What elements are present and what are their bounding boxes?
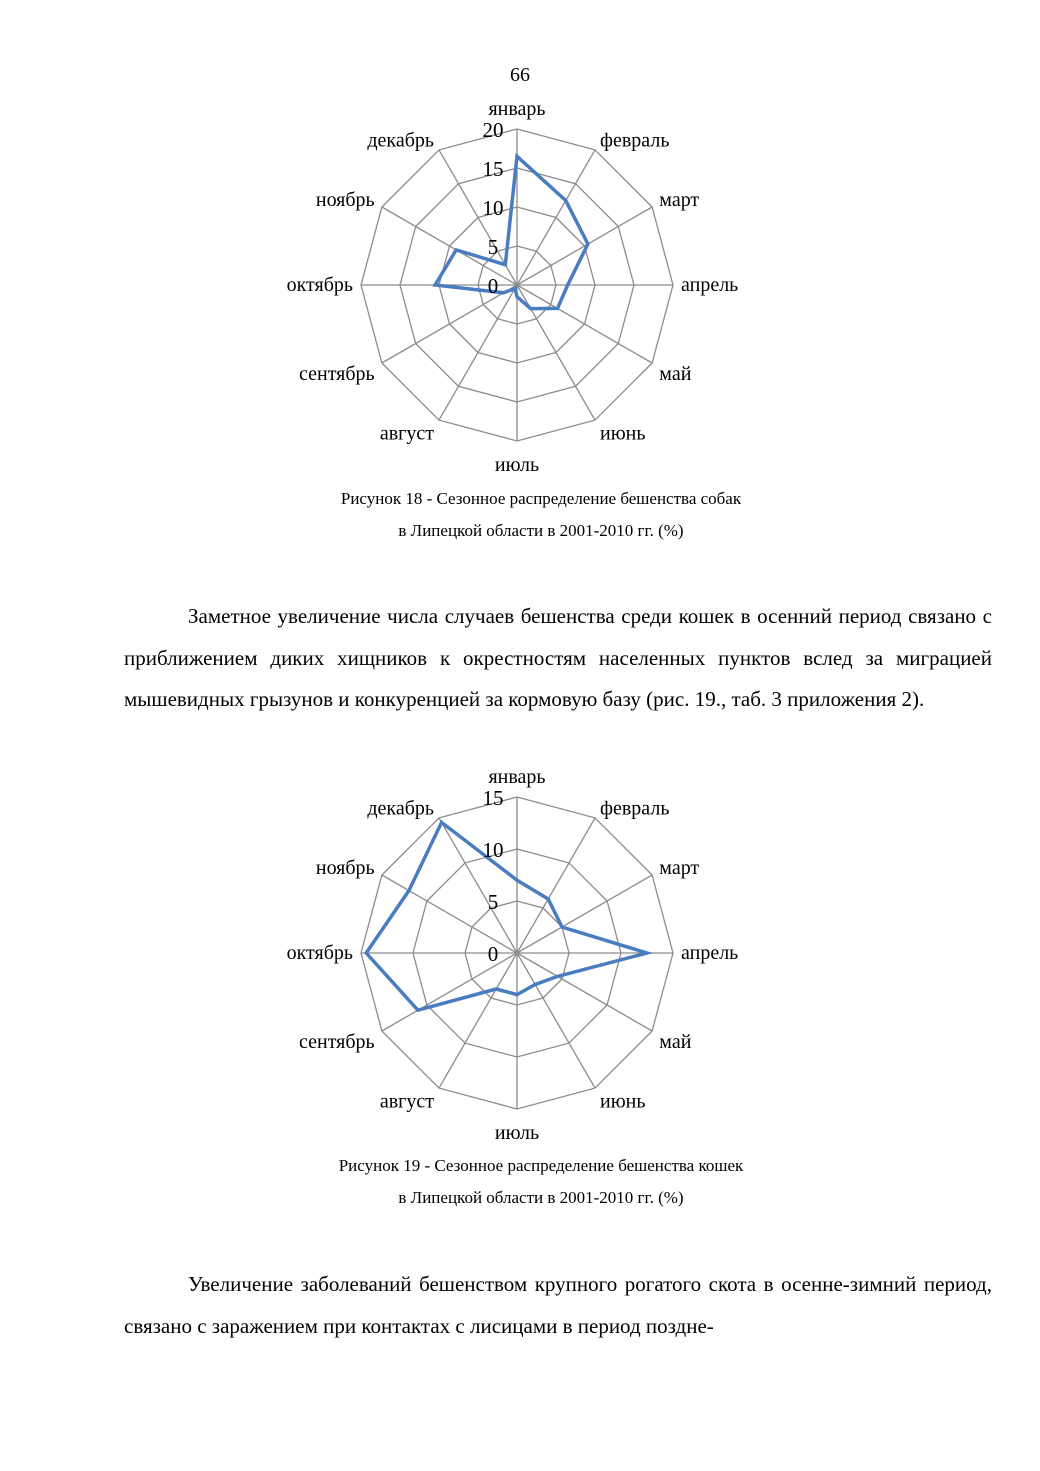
category-label: октябрь xyxy=(286,942,353,964)
page-number: 66 xyxy=(510,64,530,86)
radar-chart-dogs-svg xyxy=(0,98,1040,476)
tick-label: 0 xyxy=(487,942,499,966)
figure-18-caption-line2: в Липецкой области в 2001-2010 гг. (%) xyxy=(398,521,684,540)
body-paragraph-2 xyxy=(124,1264,992,1347)
category-label: апрель xyxy=(681,274,739,296)
category-label: ноябрь xyxy=(315,189,375,211)
category-label: апрель xyxy=(681,942,739,964)
category-label: май xyxy=(659,363,692,385)
category-label: август xyxy=(379,422,434,445)
series-line xyxy=(435,156,588,308)
category-label: март xyxy=(659,189,700,211)
category-label: январь xyxy=(488,98,546,120)
tick-label: 5 xyxy=(487,890,499,914)
tick-label: 10 xyxy=(482,196,504,220)
grid-spoke xyxy=(517,285,652,363)
category-label: июль xyxy=(494,454,540,476)
category-label: декабрь xyxy=(367,797,434,820)
figure-18-caption-line1: Рисунок 18 - Сезонное распределение бешенства собак xyxy=(340,489,742,508)
category-label: сентябрь xyxy=(299,363,375,385)
tick-label: 15 xyxy=(482,157,504,181)
figure-19-caption xyxy=(0,1150,1040,1214)
category-label: февраль xyxy=(600,129,670,152)
grid-spoke xyxy=(439,285,517,420)
grid-spoke xyxy=(439,953,517,1088)
category-label: октябрь xyxy=(286,274,353,296)
body-paragraph-1 xyxy=(124,596,992,721)
grid-spoke xyxy=(517,875,652,953)
radar-chart-dogs xyxy=(0,98,1040,476)
tick-label: 10 xyxy=(482,838,504,862)
category-label: март xyxy=(659,857,700,879)
category-label: сентябрь xyxy=(299,1031,375,1053)
paragraph-text: Заметное увеличение числа случаев бешенства среди кошек в осенний период связано с приближением диких хищников к окрестностям населенных пунктов вслед за миграцией мышевидных грызунов и конкуренцией за кормовую базу (рис. 19., таб. 3 приложения 2). xyxy=(124,604,992,711)
grid-spoke xyxy=(517,953,595,1088)
category-label: ноябрь xyxy=(315,857,375,879)
grid-spoke xyxy=(517,953,652,1031)
figure-19-caption-line1: Рисунок 19 - Сезонное распределение бешенства кошек xyxy=(338,1156,744,1175)
category-label: июль xyxy=(494,1122,540,1144)
category-label: декабрь xyxy=(367,129,434,152)
figure-19-caption-line2: в Липецкой области в 2001-2010 гг. (%) xyxy=(398,1188,684,1207)
series-line xyxy=(366,822,647,1010)
paragraph-text: Увеличение заболеваний бешенством крупного рогатого скота в осенне-зимний период, связано с заражением при контактах с лисицами в период поздне- xyxy=(124,1272,992,1338)
category-label: февраль xyxy=(600,797,670,820)
tick-label: 0 xyxy=(487,274,499,298)
category-label: июнь xyxy=(600,1090,646,1113)
tick-label: 5 xyxy=(487,235,499,259)
grid-spoke xyxy=(439,818,517,953)
category-label: май xyxy=(659,1031,692,1053)
tick-label: 15 xyxy=(482,786,504,810)
category-label: июнь xyxy=(600,422,646,445)
grid-spoke xyxy=(517,207,652,285)
category-label: январь xyxy=(488,766,546,788)
figure-18-caption xyxy=(0,483,1040,547)
category-label: август xyxy=(379,1090,434,1113)
grid-spoke xyxy=(517,150,595,285)
radar-chart-cats xyxy=(0,766,1040,1144)
radar-chart-cats-svg xyxy=(0,766,1040,1144)
tick-label: 20 xyxy=(482,118,504,142)
